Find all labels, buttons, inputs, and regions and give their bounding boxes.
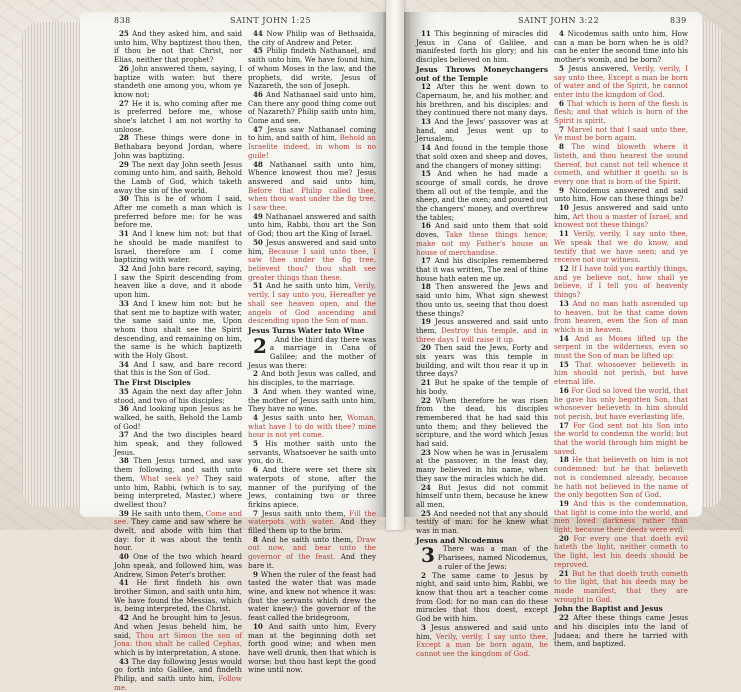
section-heading: Jesus and Nicodemus <box>416 535 504 545</box>
verse-number: 2 <box>421 570 433 580</box>
verse: 20 Then said the Jews, Forty and six years was this temple in building, and wilt thou rear it up in three days? <box>416 343 549 379</box>
verse-number: 27 <box>119 98 132 108</box>
words-of-jesus: Thou art Simon the son of Jona: thou shalt be called Cephas, <box>114 630 242 649</box>
verse-number: 25 <box>421 508 434 518</box>
words-of-jesus: Marvel not that I said unto thee, Ye must be born again. <box>554 124 688 143</box>
verse-number: 49 <box>253 211 266 221</box>
verse-number: 43 <box>119 656 132 666</box>
verse-number: 5 <box>559 63 569 73</box>
page-edges-right <box>700 22 722 507</box>
section-heading: The First Disciples <box>114 378 191 388</box>
verse: 3 There was a man of the Pharisees, named Nicodemus, a ruler of the Jews: <box>416 545 548 571</box>
verse-number: 44 <box>253 29 267 38</box>
verse-number: 8 <box>253 534 262 544</box>
verse: 25 And needed not that any should testify of man: for he knew what was in man. <box>416 508 549 536</box>
verse-number: 20 <box>559 533 574 543</box>
verse: 26 John answered them, saying, I baptize with water: but there standeth one among you, whom ye know not; <box>114 63 242 99</box>
verse-number: 32 <box>119 263 132 273</box>
verse-number: 17 <box>421 256 435 266</box>
verse: 44 Now Philip was of Bethsaida, the city of Andrew and Peter. <box>248 29 377 47</box>
verse-number: 48 <box>253 159 270 169</box>
verse: 48 Nathanael saith unto him, Whence knowest thou me? Jesus answered and said unto him, Before that Philip called thee, when thou wast under the fig tree, I saw thee. <box>248 159 377 213</box>
verse: 3 And when they wanted wine, the mother of Jesus saith unto him, They have no wine. <box>248 386 376 414</box>
verse <box>554 387 688 422</box>
verse: 22 When therefore he was risen from the dead, his disciples remembered that he had said this unto them; and they believed the scripture, and the word which Jesus had said. <box>416 395 548 449</box>
verse: 42 And he brought him to Jesus. And when Jesus beheld him, he said, Thou art Simon the son of Jona: thou shalt be called Cephas, which is by interpretation, A stone. <box>114 613 242 657</box>
verse-number: 33 <box>119 298 134 308</box>
verse: 14 And found in the temple those that sold oxen and sheep and doves, and the changers of money sitting: <box>416 143 548 170</box>
verse-number: 10 <box>559 203 574 213</box>
section-heading: Jesus Throws Moneychangers out of the Temple <box>416 64 548 83</box>
verse <box>554 300 688 335</box>
verse-number: 14 <box>559 333 575 343</box>
verse: 50 Jesus answered and said unto him, Because I said unto thee, I saw thee under the fig tree, believest thou? thou shalt see greater things than these. <box>248 237 377 282</box>
verse: 46 And Nathanael said unto him, Can there any good thing come out of Nazareth? Philip saith unto him, Come and see. <box>248 89 377 126</box>
verse-number: 16 <box>559 385 572 395</box>
verse: 30 This is he of whom I said, After me cometh a man which is preferred before me: for he was before me. <box>114 194 243 230</box>
left-page <box>80 12 383 692</box>
verse: 45 Philip findeth Nathanael, and saith unto him, We have found him, of whom Moses in the law, and the prophets, did write, Jesus of Nazareth, the son of Joseph. <box>248 46 377 91</box>
verse: 15 And when he had made a scourge of small cords, he drove them all out of the temple, and the sheep, and the oxen; and poured out the changers' money, and overthrew the tables; <box>416 169 548 222</box>
verse-number: 24 <box>421 482 439 492</box>
verse-number: 34 <box>119 359 134 369</box>
words-of-jesus: For God sent not his Son into the world to condemn the world; but that the world through him might be saved. <box>554 420 688 456</box>
verse-number: 19 <box>559 498 574 508</box>
verse-number: 12 <box>559 263 572 273</box>
words-of-jesus: Verily, verily, I say unto thee, We speak that we do know, and testify that we have seen; and ye receive not our witness. <box>554 229 689 265</box>
words-of-jesus: But he that doeth truth cometh to the light, that his deeds may be made manifest, that they are wrought in God. <box>554 568 689 604</box>
verse: 4 Jesus saith unto her, Woman, what have I to do with thee? mine hour is not yet come. <box>248 412 376 440</box>
verse-number: 18 <box>559 455 573 465</box>
words-of-jesus: Verily, verily, I say unto thee, Except a man be born of water and of the Spirit, he cannot enter into the kingdom of God. <box>554 63 689 99</box>
words-of-jesus: Verily, verily, I say unto you, Hereafter ye shall see heaven open, and the angels of God ascending and descending upon the Son of man. <box>248 281 376 326</box>
words-of-jesus: That whosoever believeth in him should not perish, but have eternal life. <box>554 359 689 387</box>
right-running-head: SAINT JOHN 3:22 <box>518 16 600 25</box>
verse-number: 16 <box>421 221 436 231</box>
left-page-number: 838 <box>114 16 131 25</box>
page-edges-left <box>22 22 84 507</box>
verse-number: 40 <box>119 552 134 562</box>
verse <box>554 230 688 265</box>
words-of-jesus: And no man hath ascended up to heaven, but he that came down from heaven, even the Son of man which is in heaven. <box>554 298 688 334</box>
verse: 24 But Jesus did not commit himself unto them, because he knew all men, <box>416 482 549 509</box>
verse: 35 Again the next day after John stood, and two of his disciples; <box>114 386 242 405</box>
verse: 32 And John bare record, saying, I saw the Spirit descending from heaven like a dove, and it abode upon him. <box>114 263 242 300</box>
right-column-2 <box>554 29 689 649</box>
verse: 33 And I knew him not: but he that sent me to baptize with water, the same said unto me, Upon whom thou shalt see the Spirit descending, and remaining on him, the same is he which baptizeth with the Holy Ghost. <box>114 298 242 361</box>
words-of-jesus: For every one that doeth evil hateth the light, neither cometh to the light, lest his deeds should be reproved. <box>554 533 689 569</box>
verse-number: 4 <box>559 29 568 38</box>
words-of-jesus: The wind bloweth where it listeth, and thou hearest the sound thereof, but canst not tell whence it cometh, and whither it goeth: so is every one that is born of the Spirit. <box>554 142 688 186</box>
verse <box>554 126 688 143</box>
verse: 16 And said unto them that sold doves, Take these things hence; make not my Father's house an house of merchandise. <box>416 221 549 257</box>
bookmark-ribbon[interactable] <box>386 0 404 530</box>
verse: 51 And he saith unto him, Verily, verily, I say unto you, Hereafter ye shall see heaven open, and the angels of God ascending and descending upon the Son of man. <box>248 281 376 326</box>
verse-number: 26 <box>119 63 132 73</box>
verse: 3 Jesus answered and said unto him, Verily, verily, I say unto thee, Except a man be born again, he cannot see the kingdom of God. <box>416 622 549 658</box>
verse <box>554 143 688 187</box>
words-of-jesus: Before that Philip called thee, when thou wast under the fig tree, I saw thee. <box>248 185 376 213</box>
verse-number: 15 <box>421 169 438 179</box>
verse-number: 50 <box>253 237 267 247</box>
verse-number: 31 <box>119 229 133 239</box>
verse-number: 2 <box>253 369 262 379</box>
verse: 13 And the Jews' passover was at hand, and Jesus went up to Jerusalem, <box>416 117 548 144</box>
verse: 29 The next day John seeth Jesus coming unto him, and saith, Behold the Lamb of God, which taketh away the sin of the world. <box>114 159 242 195</box>
words-of-jesus: If I have told you earthly things, and ye believe not, how shall ye believe, if I tell you of heavenly things? <box>554 263 689 300</box>
verse-number: 45 <box>253 46 267 56</box>
verse <box>554 456 688 500</box>
verse-number: 6 <box>253 465 263 475</box>
verse <box>554 361 688 387</box>
verse: 22 After these things came Jesus and his disciples into the land of Judaea; and there he tarried with them, and baptized. <box>554 613 689 649</box>
verse: 31 And I knew him not: but that he should be made manifest to Israel, therefore am I come baptizing with water. <box>114 229 242 265</box>
verse-number: 46 <box>253 89 267 99</box>
verse-number: 22 <box>421 395 436 405</box>
words-of-jesus: Fill the waterpots with water. <box>248 508 377 527</box>
verse: 49 Nathanael answered and saith unto him, Rabbi, thou art the Son of God; thou art the King of Israel. <box>248 211 376 239</box>
words-of-jesus: Behold an Israelite indeed, in whom is no guile! <box>248 133 376 160</box>
verse-number: 19 <box>421 317 435 327</box>
words-of-jesus: Take these things hence; make not my Father's house an house of merchandise. <box>416 230 548 257</box>
verse-number: 13 <box>559 298 573 308</box>
left-column-1 <box>114 29 243 692</box>
verse: 27 He it is, who coming after me is preferred before me, whose shoe's latchet I am not worthy to unloose. <box>114 98 243 134</box>
verse: 11 This beginning of miracles did Jesus in Cana of Galilee, and manifested forth his glory; and his disciples believed on him. <box>416 29 548 65</box>
right-page <box>410 12 702 658</box>
verse: 2 And both Jesus was called, and his disciples, to the marriage. <box>248 369 376 388</box>
verse <box>554 335 688 361</box>
verse-number: 17 <box>559 420 573 430</box>
verse-number: 20 <box>421 343 435 353</box>
verse: 36 And looking upon Jesus as he walked, he saith, Behold the Lamb of God! <box>114 404 242 431</box>
verse-number: 9 <box>559 185 570 195</box>
words-of-jesus: Woman, what have I to do with thee? mine hour is not yet come. <box>248 412 376 440</box>
verse: 23 Now when he was in Jerusalem at the passover, in the feast day, many believed in his name, when they saw the miracles which he did. <box>416 447 549 483</box>
verse: 40 One of the two which heard John speak, and followed him, was Andrew, Simon Peter's brother. <box>114 552 243 579</box>
verse-number: 28 <box>119 133 135 143</box>
verse-number: 39 <box>119 508 132 518</box>
verse <box>554 535 688 570</box>
words-of-jesus: That which is born of the flesh is flesh; and that which is born of the Spirit is spirit. <box>554 98 688 126</box>
verse-number: 14 <box>421 143 435 153</box>
verse-number: 8 <box>559 142 572 152</box>
verse-number: 10 <box>253 621 269 631</box>
verse-number: 22 <box>559 613 574 623</box>
verse-number: 5 <box>253 439 266 449</box>
verse-number: 38 <box>119 456 134 466</box>
verse-number: 41 <box>119 578 137 588</box>
verse: 2 And the third day there was a marriage in Cana of Galilee; and the mother of Jesus was there: <box>248 333 376 370</box>
verse: 34 And I saw, and bare record that this is the Son of God. <box>114 359 242 378</box>
verse-number: 3 <box>421 622 431 632</box>
verse-number: 36 <box>119 404 133 414</box>
verse: 2 The same came to Jesus by night, and said unto him, Rabbi, we know that thou art a teacher come from God: for no man can do these miracles that thou doest, except God be with him. <box>416 570 549 624</box>
verse: 25 And they asked him, and said unto him, Why baptizest thou then, if thou be not that Christ, nor Elias, neither that prophet? <box>114 29 242 65</box>
verse: 39 He saith unto them, Come and see. They came and saw where he dwelt, and abode with him that day: for it was about the tenth hour. <box>114 508 243 553</box>
chapter-number: 3 <box>421 543 435 568</box>
verse-number: 4 <box>253 412 263 422</box>
section-heading: John the Baptist and Jesus <box>554 604 663 614</box>
left-column-2 <box>248 29 377 675</box>
verse <box>554 570 688 605</box>
words-of-jesus: He that believeth on him is not condemned: but he that believeth not is condemned already, because he hath not believed in the name of the only begotten Son of God. <box>554 455 688 500</box>
verse-number: 15 <box>559 359 576 369</box>
verse-number: 12 <box>421 82 437 92</box>
verse: 6 And there were set there six waterpots of stone, after the manner of the purifying of the Jews, containing two or three firkins apiece. <box>248 465 376 509</box>
verse: 47 Jesus saw Nathanael coming to him, and saith of him, Behold an Israelite indeed, in whom is no guile! <box>248 124 377 160</box>
verse <box>554 100 688 126</box>
verse: 18 Then answered the Jews and said unto him, What sign shewest thou unto us, seeing that thou doest these things? <box>416 282 548 318</box>
verse: 5 His mother saith unto the servants, Whatsoever he saith unto you, do it. <box>248 439 376 466</box>
verse-number: 11 <box>421 29 435 38</box>
words-of-jesus: And this is the condemnation, that light is come into the world, and men loved darkness rather than light, because their deeds were evil. <box>554 498 689 535</box>
verse-number: 9 <box>253 569 261 579</box>
chapter-number: 2 <box>253 333 267 358</box>
verse-number: 29 <box>119 159 132 169</box>
verse: 9 Nicodemus answered and said unto him, How can these things be? <box>554 185 689 204</box>
verse: 19 Jesus answered and said unto them, Destroy this temple, and in three days I will raise it up. <box>416 317 549 344</box>
left-running-head: SAINT JOHN 1:25 <box>230 16 312 25</box>
words-of-jesus: Art thou a master of Israel, and knowest not these things? <box>554 211 688 230</box>
verse-number: 21 <box>421 378 435 388</box>
verse-number: 35 <box>119 386 133 396</box>
verse-number: 11 <box>559 229 574 239</box>
words-of-jesus: Follow me. <box>114 674 242 692</box>
verse-number: 6 <box>559 98 567 108</box>
verse-number: 30 <box>119 194 135 204</box>
words-of-jesus: Because I said unto thee, I saw thee under the fig tree, believest thou? thou shalt see greater things than these. <box>248 246 376 282</box>
verse-number: 7 <box>253 508 262 518</box>
verse: 9 When the ruler of the feast had tasted the water that was made wine, and knew not whence it was: (but the servants which drew the water knew;) the governor of the feast called the bridegroom, <box>248 569 376 623</box>
verse-number: 51 <box>253 281 267 291</box>
verse <box>554 265 688 300</box>
verse: 7 Jesus saith unto them, Fill the waterpots with water. And they filled them up to the brim. <box>248 508 377 536</box>
verse: 10 Jesus answered and said unto him, Art thou a master of Israel, and knowest not these things? <box>554 203 689 230</box>
right-column-1 <box>416 29 549 658</box>
verse-number: 25 <box>119 29 133 38</box>
verse: 4 Nicodemus saith unto him, How can a man be born when he is old? can he enter the second time into his mother's womb, and be born? <box>554 29 688 65</box>
verse-number: 21 <box>559 568 573 578</box>
words-of-jesus: For God so loved the world, that he gave his only begotten Son, that whosoever believeth in him should not perish, but have everlasting life. <box>554 385 688 421</box>
verse: 10 And saith unto him, Every man at the beginning doth set forth good wine; and when men have well drunk, then that which is worse: but thou hast kept the good wine until now. <box>248 621 377 675</box>
words-of-jesus: Destroy this temple, and in three days I will raise it up. <box>416 325 549 344</box>
verse-number: 7 <box>559 124 568 134</box>
verse: 21 But he spake of the temple of his body. <box>416 378 548 396</box>
verse: 37 And the two disciples heard him speak, and they followed Jesus. <box>114 430 242 457</box>
verse: 41 He first findeth his own brother Simon, and saith unto him, We have found the Messias, which is, being interpreted, the Christ. <box>114 578 242 614</box>
verse: 12 After this he went down to Capernaum, he, and his mother, and his brethren, and his disciples: and they continued there not many days. <box>416 82 549 118</box>
verse-number: 13 <box>421 117 435 127</box>
words-of-jesus: Verily, verily, I say unto thee, Except a man be born again, he cannot see the kingdom of God. <box>416 631 549 658</box>
verse: 43 The day following Jesus would go forth into Galilee, and findeth Philip, and saith unto him, Follow me. <box>114 656 242 692</box>
words-of-jesus: What seek ye? <box>140 473 199 483</box>
verse-number: 37 <box>119 430 134 440</box>
verse: 8 And he saith unto them, Draw out now, and bear unto the governor of the feast. And they bare it. <box>248 534 376 570</box>
verse-number: 3 <box>253 386 263 396</box>
words-of-jesus: Draw out now, and bear unto the governor of the feast. <box>248 534 376 562</box>
verse <box>554 500 688 535</box>
verse <box>554 422 688 457</box>
verse: 38 Then Jesus turned, and saw them following, and saith unto them, What seek ye? They said unto him, Rabbi, (which is to say, being interpreted, Master,) where dwellest thou? <box>114 456 242 509</box>
right-page-number: 839 <box>670 16 687 25</box>
words-of-jesus: Come and see. <box>114 508 243 527</box>
verse-number: 23 <box>421 447 434 457</box>
verse: 17 And his disciples remembered that it was written, The zeal of thine house hath eaten me up. <box>416 256 548 283</box>
verse-number: 47 <box>253 124 268 134</box>
verse-number: 42 <box>119 613 133 623</box>
verse: 28 These things were done in Bethabara beyond Jordan, where John was baptizing. <box>114 133 243 160</box>
section-heading: Jesus Turns Water into Wine <box>248 325 365 335</box>
verse-number: 18 <box>421 282 436 292</box>
verse: 5 Jesus answered, Verily, verily, I say unto thee, Except a man be born of water and of the Spirit, he cannot enter into the kingdom of God. <box>554 63 689 99</box>
words-of-jesus: And as Moses lifted up the serpent in the wilderness, even so must the Son of man be lifted up: <box>554 333 688 361</box>
